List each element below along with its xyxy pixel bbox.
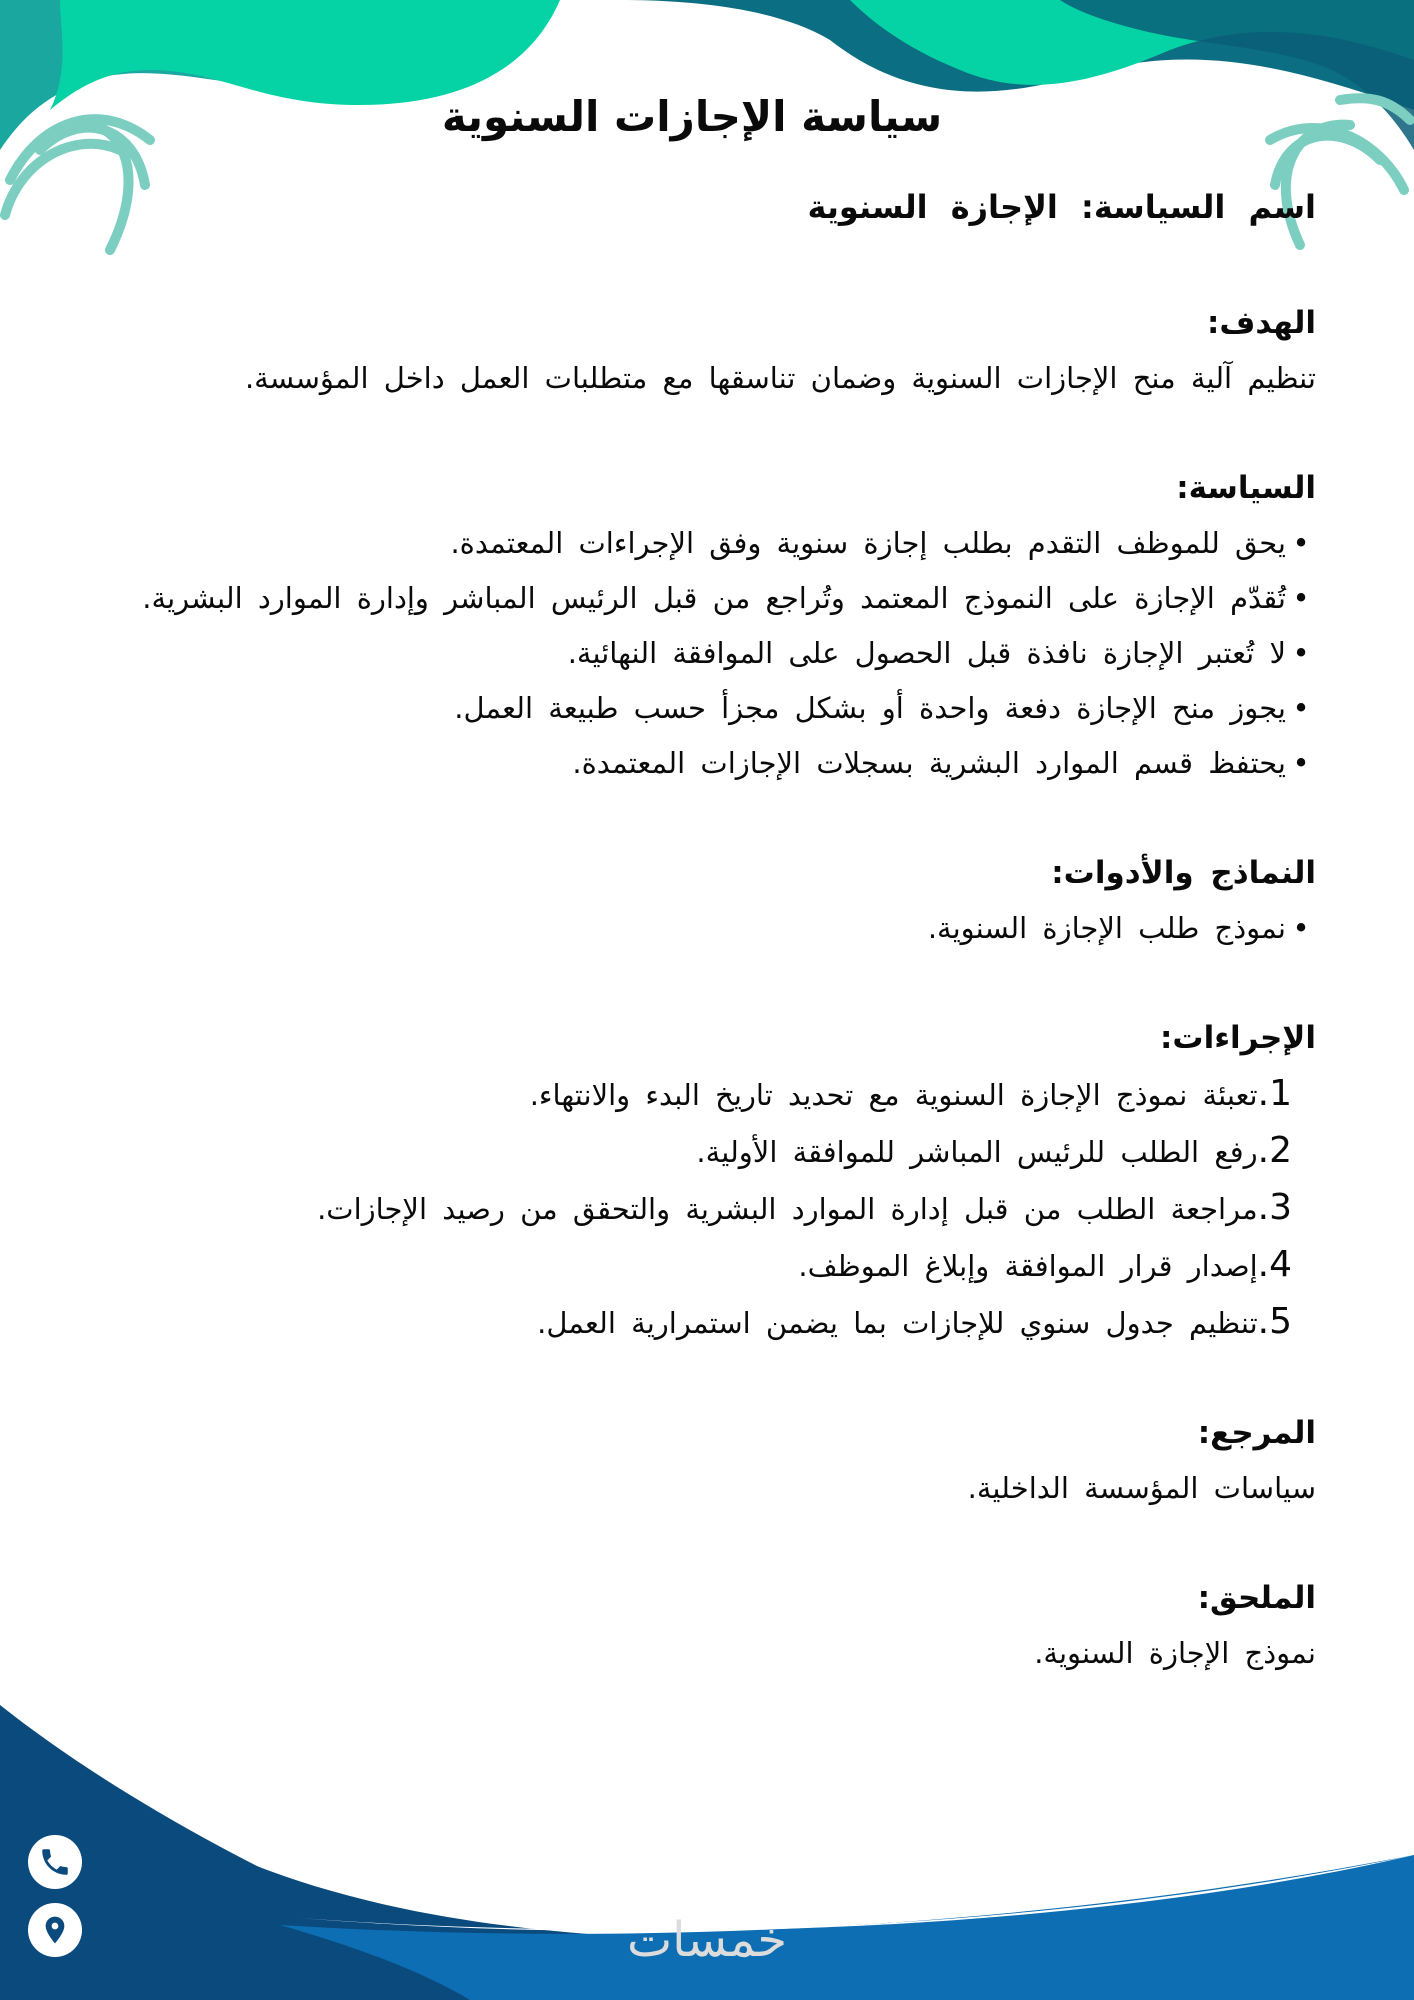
step-number: 1. bbox=[1257, 1073, 1292, 1114]
forms-title: النماذج والأدوات: bbox=[1051, 855, 1316, 891]
section-reference bbox=[66, 1406, 1316, 1516]
goal-title: الهدف: bbox=[1206, 305, 1316, 341]
appendix-title: الملحق: bbox=[1197, 1580, 1316, 1616]
section-goal bbox=[66, 296, 1316, 406]
policy-title: السياسة: bbox=[1176, 470, 1316, 506]
reference-title: المرجع: bbox=[1197, 1415, 1316, 1451]
section-appendix bbox=[66, 1571, 1316, 1681]
step-number: 3. bbox=[1257, 1187, 1292, 1228]
list-item: •يجوز منح الإجازة دفعة واحدة أو بشكل مجزأ حسب طبيعة العمل. bbox=[66, 681, 1316, 736]
step-number: 5. bbox=[1257, 1301, 1292, 1342]
document-body bbox=[66, 296, 1316, 1681]
list-item: •يحتفظ قسم الموارد البشرية بسجلات الإجازات المعتمدة. bbox=[66, 736, 1316, 791]
list-item: 4.إصدار قرار الموافقة وإبلاغ الموظف. bbox=[798, 1244, 1292, 1285]
section-policy bbox=[66, 461, 1316, 791]
appendix-text: نموذج الإجازة السنوية. bbox=[1034, 1636, 1316, 1670]
list-item: •لا تُعتبر الإجازة نافذة قبل الحصول على الموافقة النهائية. bbox=[66, 626, 1316, 681]
section-procedures bbox=[66, 1011, 1316, 1351]
section-forms bbox=[66, 846, 1316, 956]
list-item: •تُقدّم الإجازة على النموذج المعتمد وتُراجع من قبل الرئيس المباشر وإدارة الموارد البشرية. bbox=[66, 571, 1316, 626]
bullet-icon: • bbox=[1292, 526, 1310, 560]
bullet-icon: • bbox=[1292, 911, 1310, 945]
list-item: 3.مراجعة الطلب من قبل إدارة الموارد البشرية والتحقق من رصيد الإجازات. bbox=[317, 1187, 1292, 1228]
watermark-logo: خمسات bbox=[626, 1912, 788, 1968]
goal-text: تنظيم آلية منح الإجازات السنوية وضمان تناسقها مع متطلبات العمل داخل المؤسسة. bbox=[244, 361, 1316, 395]
phone-icon[interactable] bbox=[28, 1835, 82, 1889]
procedures-list bbox=[66, 1066, 1316, 1351]
policy-list bbox=[66, 516, 1316, 791]
reference-text: سياسات المؤسسة الداخلية. bbox=[967, 1471, 1316, 1505]
bullet-icon: • bbox=[1292, 746, 1310, 780]
list-item: •نموذج طلب الإجازة السنوية. bbox=[66, 901, 1316, 956]
document-title: سياسة الإجازات السنوية bbox=[441, 92, 943, 141]
forms-list bbox=[66, 901, 1316, 956]
procedures-title: الإجراءات: bbox=[1160, 1020, 1316, 1056]
list-item: 1.تعبئة نموذج الإجازة السنوية مع تحديد تاريخ البدء والانتهاء. bbox=[529, 1073, 1292, 1114]
step-number: 4. bbox=[1257, 1244, 1292, 1285]
bullet-icon: • bbox=[1292, 636, 1310, 670]
bullet-icon: • bbox=[1292, 581, 1310, 615]
step-number: 2. bbox=[1257, 1130, 1292, 1171]
bullet-icon: • bbox=[1292, 691, 1310, 725]
policy-name: اسم السياسة: الإجازة السنوية bbox=[807, 188, 1316, 226]
list-item: •يحق للموظف التقدم بطلب إجازة سنوية وفق الإجراءات المعتمدة. bbox=[66, 516, 1316, 571]
list-item: 2.رفع الطلب للرئيس المباشر للموافقة الأولية. bbox=[696, 1130, 1292, 1171]
list-item: 5.تنظيم جدول سنوي للإجازات بما يضمن استمرارية العمل. bbox=[537, 1301, 1292, 1342]
